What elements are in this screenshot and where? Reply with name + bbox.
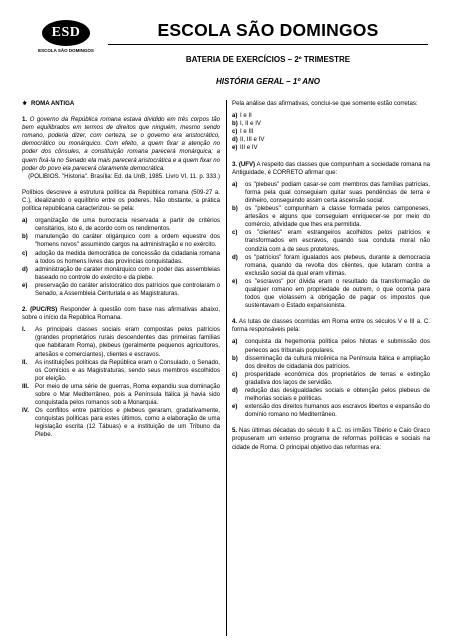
option-d[interactable]: d) II, III e IV: [232, 136, 265, 144]
option-a[interactable]: a) I e II: [232, 112, 252, 120]
option-d[interactable]: d) administração de caráter monárquico com o poder das assembleias baseado no controle do exército e da plebe.: [22, 265, 220, 281]
question-1-text: Políbios descreve a estrutura política da República romana (509-27 a. C.), idealizando o equilíbrio entre os poderes. Não obstante, a prática política republicana caracterizou- se pela:: [22, 188, 220, 213]
option-b[interactable]: b) I, II e IV: [232, 120, 261, 128]
option-e[interactable]: e) preservação do caráter aristocrático dos patrícios que controlaram o Senado, a Assembleia Centuriata e as Magistraturas.: [22, 281, 220, 297]
right-column: [232, 100, 430, 452]
logo-subtitle: ESCOLA SÃO DOMINGOS: [38, 48, 94, 53]
question-4-number: 4.: [232, 318, 238, 326]
option-a[interactable]: a) organização de uma burocracia reservada a partir de critérios censitários, isto é, de acordo com os rendimentos.: [22, 217, 220, 233]
option-b[interactable]: b) disseminação da cultura micênica na Península Itálica e ampliação dos direitos de cidadania dos patrícios.: [232, 354, 430, 370]
section-heading: [22, 100, 220, 108]
question-5-text: 5. Nas últimas décadas do século II a.C. os irmãos Tibério e Caio Graco propuseram um extenso programa de reformas políticas e sociais na cidade de Roma. O principal objetivo das reformas era:: [232, 427, 430, 451]
option-c[interactable]: c) adoção da medida democrática de concessão da cidadania romana a todos os homens livres das províncias conquistadas.: [22, 249, 220, 265]
option-a[interactable]: a) conquista da hegemonia política pelos hilotas e submissão dos periecos aos tribunais populares.: [232, 338, 430, 354]
question-5-number: 5.: [232, 427, 238, 435]
option-e[interactable]: e) III e IV: [232, 144, 258, 152]
question-2-text: 2. (PUC/RS) Responder à questão com base nas afirmativas abaixo, sobre o início da República Romana.: [22, 306, 220, 322]
battery-title: BATERIA DE EXERCÍCIOS – 2º TRIMESTRE: [185, 55, 351, 64]
quote-text: O governo da República romana estava dividido em três corpos tão bem equilibrados em termos de direitos que ninguém, mesmo sendo romano, poderia dizer, com certeza, se o governo era aristocrático, democrático ou monárquico. Com efeito, a quem fixar a atenção no poder dos cônsules, a constituição romana parecerá monárquica; a quem fixá-la no Senado ela mais parecerá aristocrática e a quem fixar no poder do povo ela parecerá claramente democrática.: [22, 116, 220, 172]
question-1-options: [22, 217, 220, 298]
logo-text: ESD: [51, 25, 81, 40]
option-d[interactable]: d) redução das desigualdades sociais e obtenção pelos plebeus de melhorias sociais e políticas.: [232, 387, 430, 403]
section-title: ROMA ANTIGA: [31, 100, 75, 107]
option-e[interactable]: e) os "escravos" por dívida eram o resultado da transformação de qualquer romano em propriedade de outrem, o que ocorria para todos que violassem a obrigação de pagar os impostos que sustentavam o Estado expansionista.: [232, 277, 430, 310]
option-b[interactable]: b) os "plebeus" compunham a classe formada pelos camponeses, artesãos e alguns que conseguiam enriquecer-se por meio do comércio, atividade que lhes era permitida.: [232, 205, 430, 229]
header-divider: [108, 44, 428, 45]
statement-iv: IV. Os conflitos entre patrícios e plebeus geraram, gradativamente, conquistas políticas para estes últimos, como a elaboração de uma legislação escrita (12 Tábuas) e a instituição de um Tribuno da Plebe.: [22, 407, 220, 439]
question-3-number: 3. (UFV): [232, 160, 256, 168]
option-a[interactable]: a) os "plebeus" podiam casar-se com membros das famílias patrícias, forma pela qual conseguiam quitar suas pendências de terra e dinheiro, conseguindo assim certa ascensão social.: [232, 180, 430, 204]
statement-iii: III. Por meio de uma série de guerras, Roma expandiu sua dominação sobre o Mar Mediterrâneo, pois a Península Itálica já havia sido conquistada pelos romanos sob a Monarquia.: [22, 382, 220, 407]
school-name: ESCOLA SÃO DOMINGOS: [157, 20, 379, 40]
subject-title: HISTÓRIA GERAL – 1º ANO: [216, 77, 320, 86]
school-logo: [38, 16, 94, 62]
statement-ii: II. As instituições políticas da República eram o Consulado, o Senado, os Comícios e as Magistraturas, sendo seus membros escolhidos por eleição.: [22, 358, 220, 382]
option-d[interactable]: d) os "patrícios" foram igualados aos plebeus, durante a democracia romana, quando da revolta dos clientes, que lutaram contra a exclusão social da qual eram vítimas.: [232, 253, 430, 277]
question-4-text: 4. As lutas de classes ocorridas em Roma entre os séculos V e III a. C. forma responsáveis pela:: [232, 318, 430, 334]
option-e[interactable]: e) extensão dos direitos humanos aos escravos libertos e expansão do domínio romano no Mediterrâneo.: [232, 403, 430, 419]
question-2-conclusion: Pela análise das afirmativas, conclui-se que somente estão corretas:: [232, 100, 418, 107]
question-2-options: [232, 112, 430, 152]
option-c[interactable]: c) prosperidade econômica dos proprietários de terras e extinção gradativa dos laços de servidão.: [232, 370, 430, 386]
quote-citation: (POLIBIOS. "Historia". Brasília: Ed. da UnB, 1985. Livro VI, 11. p. 333.): [28, 172, 220, 180]
column-divider: [226, 100, 227, 636]
question-3-text: 3. (UFV) A respeito das classes que compunham a sociedade romana na Antiguidade, é CORRETO afirmar que:: [232, 160, 430, 176]
left-column: [22, 100, 220, 440]
fleur-de-lis-icon: ⚜: [22, 100, 28, 107]
question-4-options: [232, 338, 430, 419]
question-1-number: 1.: [22, 116, 28, 124]
question-1-quote: [22, 116, 220, 173]
question-3-options: [232, 181, 430, 311]
logo-oval: [42, 20, 90, 46]
question-2-items: [22, 326, 220, 439]
option-b[interactable]: b) manutenção do caráter oligárquico com a ordem equestre dos "homens novos" assumindo cargos na administração e no exército.: [22, 233, 220, 249]
option-c[interactable]: c) I e III: [232, 128, 254, 136]
page-header: [0, 0, 452, 86]
statement-i: I. As principais classes sociais eram compostas pelos patrícios (grandes proprietários rurais descendentes das primeiras famílias que habitaram Roma), plebeus (geralmente pequenos agricultores, artesãos e comerciantes), clientes e escravos.: [22, 326, 220, 358]
question-2-number: 2. (PUC/RS): [22, 306, 58, 314]
option-c[interactable]: c) os "clientes" eram estrangeiros acolhidos pelos patrícios e transformados em escravos, quando sua conduta moral não condizia com a de seus protetores.: [232, 229, 430, 253]
